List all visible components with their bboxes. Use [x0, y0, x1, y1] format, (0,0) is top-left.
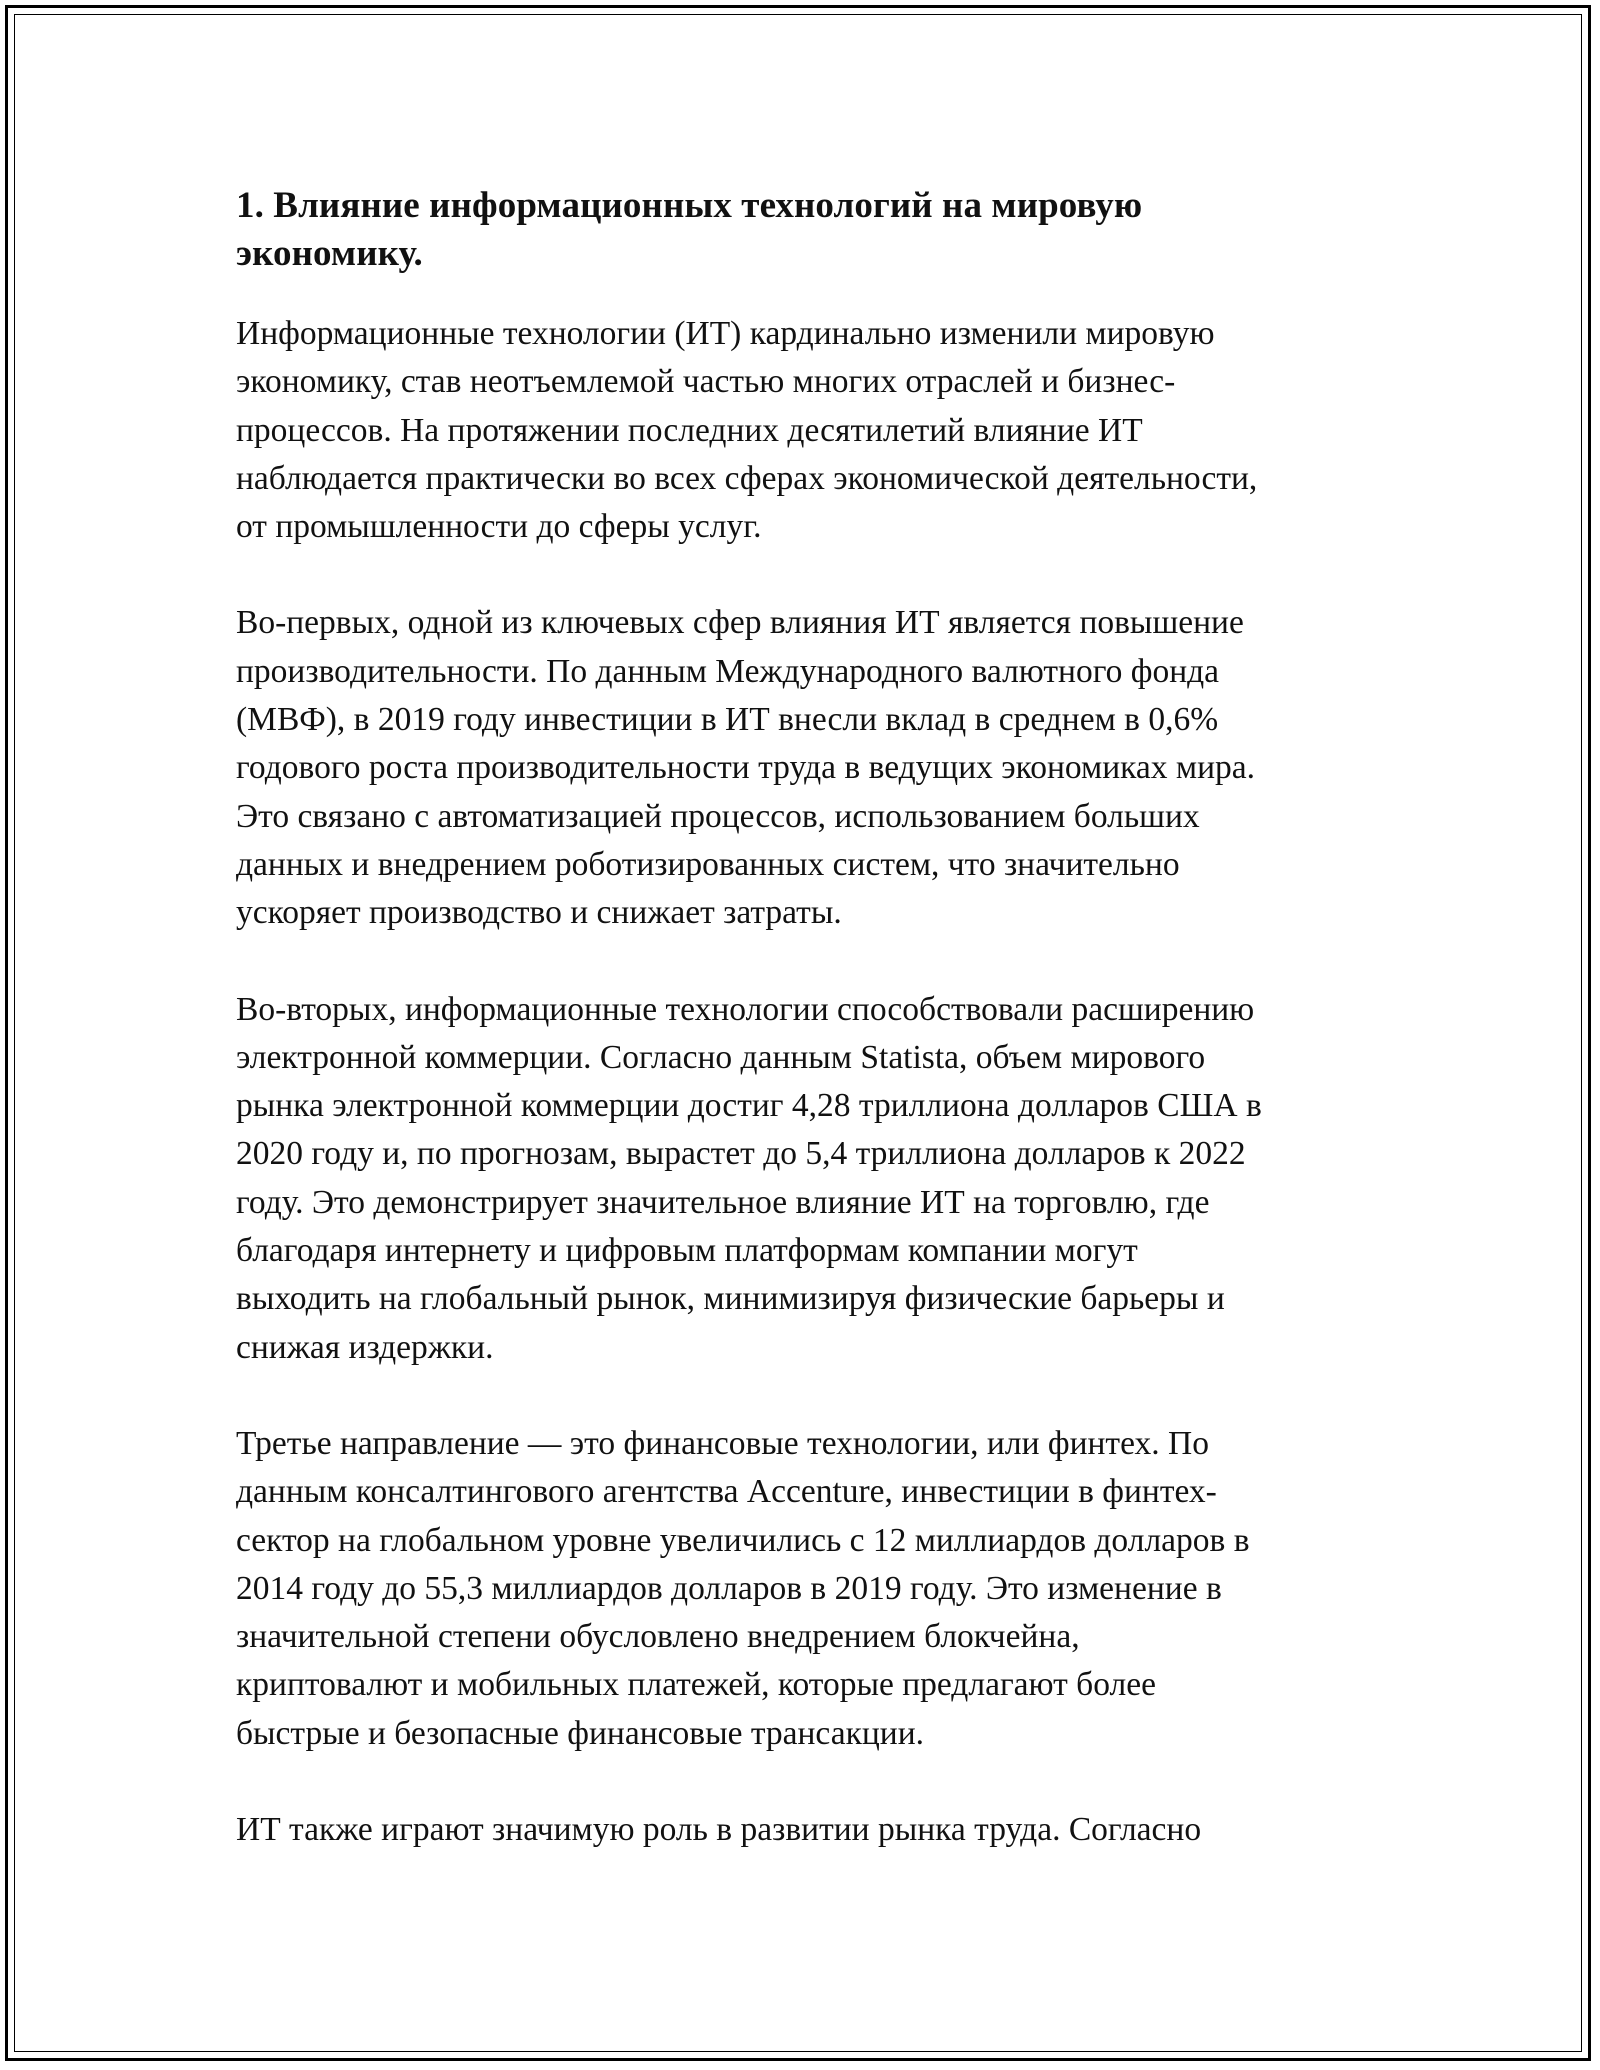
paragraph-productivity: [236, 599, 1371, 937]
text-line: 2020 году и, по прогнозам, вырастет до 5,4 триллиона долларов к 2022: [236, 1135, 1246, 1173]
text-line: сектор на глобальном уровне увеличились с 12 миллиардов долларов в: [236, 1521, 1250, 1559]
text-line: году. Это демонстрирует значительное влияние ИТ на торговлю, где: [236, 1183, 1210, 1221]
paragraph-ecommerce: [236, 986, 1371, 1372]
text-line: криптовалют и мобильных платежей, которые предлагают более: [236, 1666, 1156, 1704]
paragraph-intro: [236, 310, 1371, 551]
text-line: данных и внедрением роботизированных систем, что значительно: [236, 845, 1180, 883]
text-line: электронной коммерции. Согласно данным Statista, объем мирового: [236, 1038, 1206, 1076]
text-line: выходить на глобальный рынок, минимизируя физические барьеры и: [236, 1280, 1225, 1318]
heading-line: 1. Влияние информационных технологий на мировую: [236, 185, 1143, 226]
text-line: 2014 году до 55,3 миллиардов долларов в 2019 году. Это изменение в: [236, 1569, 1222, 1607]
text-line: рынка электронной коммерции достиг 4,28 триллиона долларов США в: [236, 1087, 1262, 1125]
text-line: экономику, став неотъемлемой частью многих отраслей и бизнес-: [236, 363, 1176, 401]
text-line: благодаря интернету и цифровым платформам компании могут: [236, 1232, 1138, 1270]
text-line: наблюдается практически во всех сферах экономической деятельности,: [236, 459, 1258, 497]
section-heading: [236, 182, 1371, 278]
text-line: процессов. На протяжении последних десятилетий влияние ИТ: [236, 411, 1143, 449]
paragraph-labor-market: [236, 1806, 1371, 1854]
text-line: значительной степени обусловлено внедрением блокчейна,: [236, 1618, 1080, 1656]
heading-line: экономику.: [236, 233, 423, 274]
text-line: годового роста производительности труда в ведущих экономиках мира.: [236, 749, 1256, 787]
text-line: производительности. По данным Международного валютного фонда: [236, 652, 1220, 690]
paragraph-fintech: [236, 1420, 1371, 1758]
text-line: Во-первых, одной из ключевых сфер влияния ИТ является повышение: [236, 604, 1244, 642]
text-line: (МВФ), в 2019 году инвестиции в ИТ внесли вклад в среднем в 0,6%: [236, 701, 1219, 739]
text-line: Информационные технологии (ИТ) кардинально изменили мировую: [236, 315, 1215, 352]
text-line: Это связано с автоматизацией процессов, использованием больших: [236, 797, 1200, 835]
text-line: ускоряет производство и снижает затраты.: [236, 894, 842, 932]
text-line: от промышленности до сферы услуг.: [236, 508, 762, 546]
document-body: [236, 182, 1371, 1902]
text-line: быстрые и безопасные финансовые трансакции.: [236, 1714, 925, 1752]
text-line: ИТ также играют значимую роль в развитии рынка труда. Согласно: [236, 1811, 1202, 1849]
text-line: данным консалтингового агентства Accenture, инвестиции в финтех-: [236, 1473, 1217, 1511]
text-line: снижая издержки.: [236, 1328, 494, 1366]
text-line: Третье направление — это финансовые технологии, или финтех. По: [236, 1424, 1209, 1462]
text-line: Во-вторых, информационные технологии способствовали расширению: [236, 990, 1255, 1028]
